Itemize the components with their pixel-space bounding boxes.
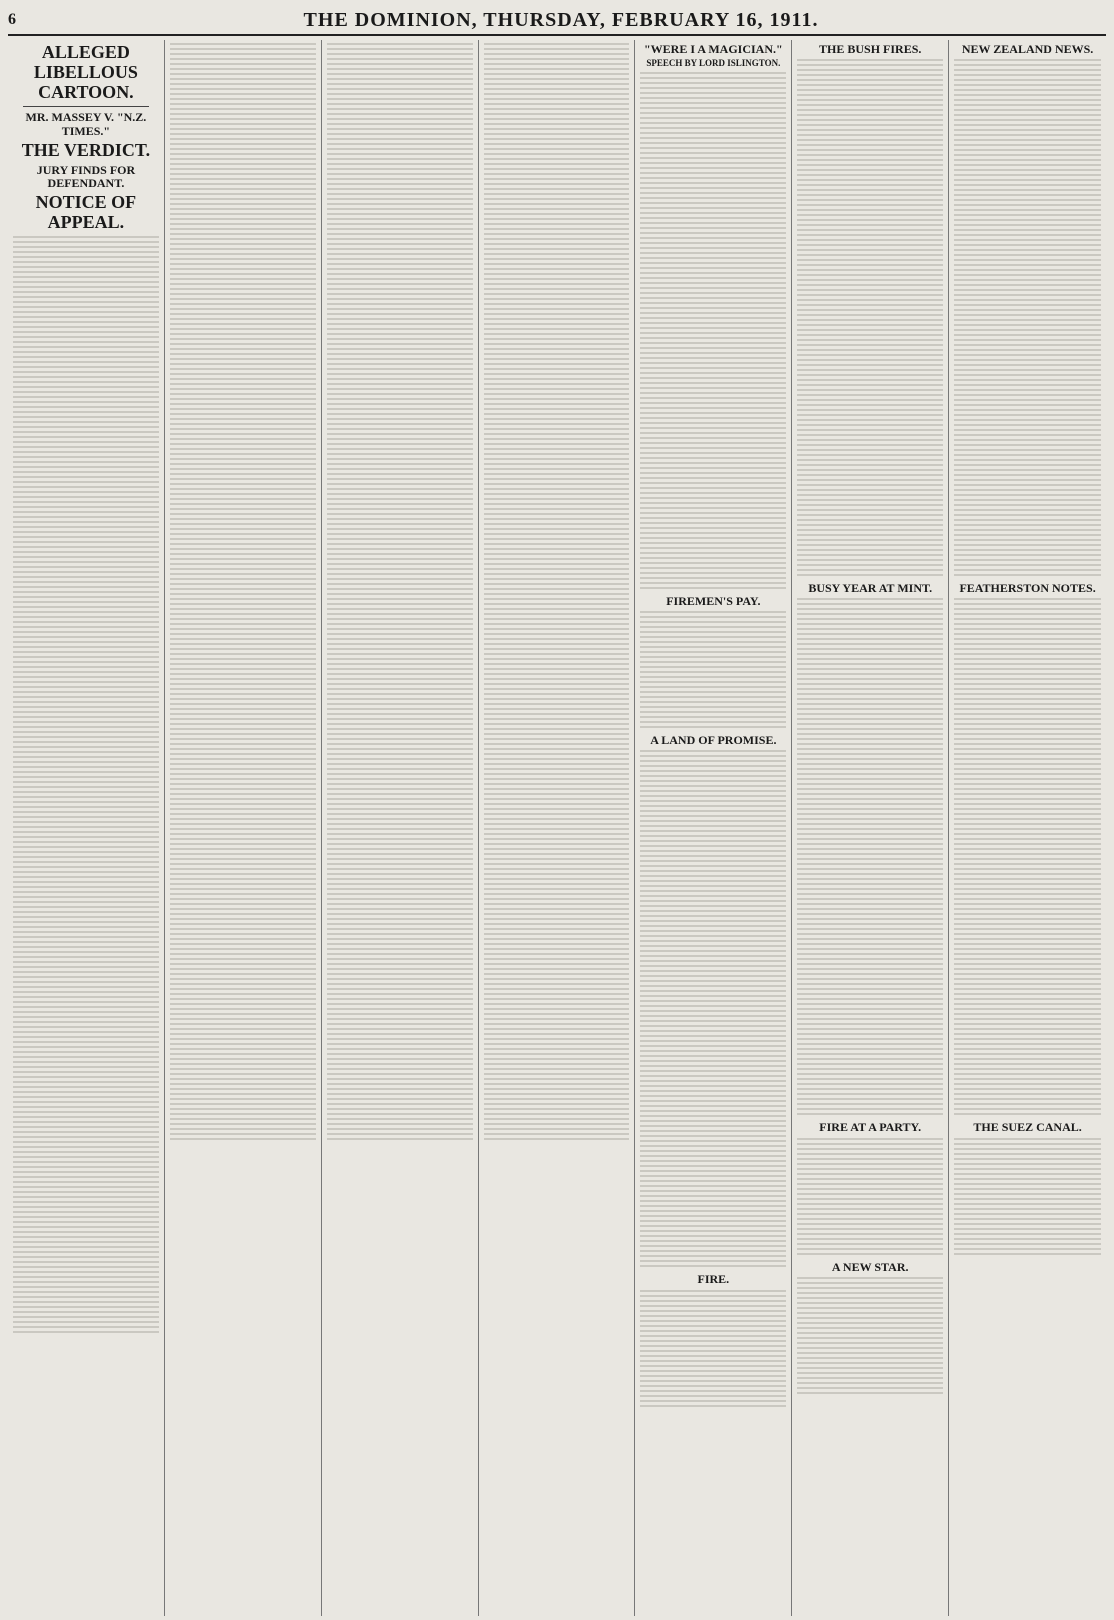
column-4 xyxy=(479,40,636,1616)
headline: FEATHERSTON NOTES. xyxy=(959,581,1096,596)
headline: NEW ZEALAND NEWS. xyxy=(961,42,1094,56)
column-5 xyxy=(635,40,792,1616)
headline: FIREMEN'S PAY. xyxy=(666,594,761,609)
article-body xyxy=(640,611,786,731)
article-body xyxy=(797,59,943,579)
masthead-title: THE DOMINION, THURSDAY, FEBRUARY 16, 1911. xyxy=(303,8,819,31)
page-number: 6 xyxy=(8,11,16,28)
subheadline: NOTICE OF APPEAL. xyxy=(35,191,137,232)
article-body xyxy=(170,43,316,1143)
article-body xyxy=(484,43,630,1143)
column-3 xyxy=(322,40,479,1616)
headline: THE SUEZ CANAL. xyxy=(973,1120,1082,1135)
article-body xyxy=(954,598,1101,1118)
article-body xyxy=(640,1290,786,1410)
headline: THE BUSH FIRES. xyxy=(819,42,922,56)
headline: FIRE. xyxy=(697,1272,730,1287)
subheadline: JURY FINDS FOR DEFENDANT. xyxy=(36,162,136,190)
headline: A NEW STAR. xyxy=(831,1259,909,1274)
headline: A LAND OF PROMISE. xyxy=(650,733,777,748)
headline: BUSY YEAR AT MINT. xyxy=(808,581,933,596)
column-7 xyxy=(949,40,1106,1616)
subheadline: THE VERDICT. xyxy=(21,139,151,160)
masthead xyxy=(8,6,1106,36)
article-body xyxy=(13,236,159,1336)
headline: FIRE AT A PARTY. xyxy=(819,1120,922,1135)
subheadline: SPEECH BY LORD ISLINGTON. xyxy=(646,58,781,69)
column-6 xyxy=(792,40,949,1616)
article-body xyxy=(954,1138,1101,1258)
article-body xyxy=(797,1277,943,1397)
article-body xyxy=(327,43,473,1143)
column-2 xyxy=(165,40,322,1616)
article-body xyxy=(797,598,943,1118)
columns xyxy=(8,40,1106,1616)
article-body xyxy=(640,72,786,592)
article-body xyxy=(797,1138,943,1258)
subheadline: MR. MASSEY V. "N.Z. TIMES." xyxy=(25,110,147,138)
column-1 xyxy=(8,40,165,1616)
article-body xyxy=(640,750,786,1270)
headline: "WERE I A MAGICIAN." xyxy=(644,42,783,56)
headline: ALLEGED LIBELLOUS CARTOON. xyxy=(33,42,138,102)
article-body xyxy=(954,59,1101,579)
